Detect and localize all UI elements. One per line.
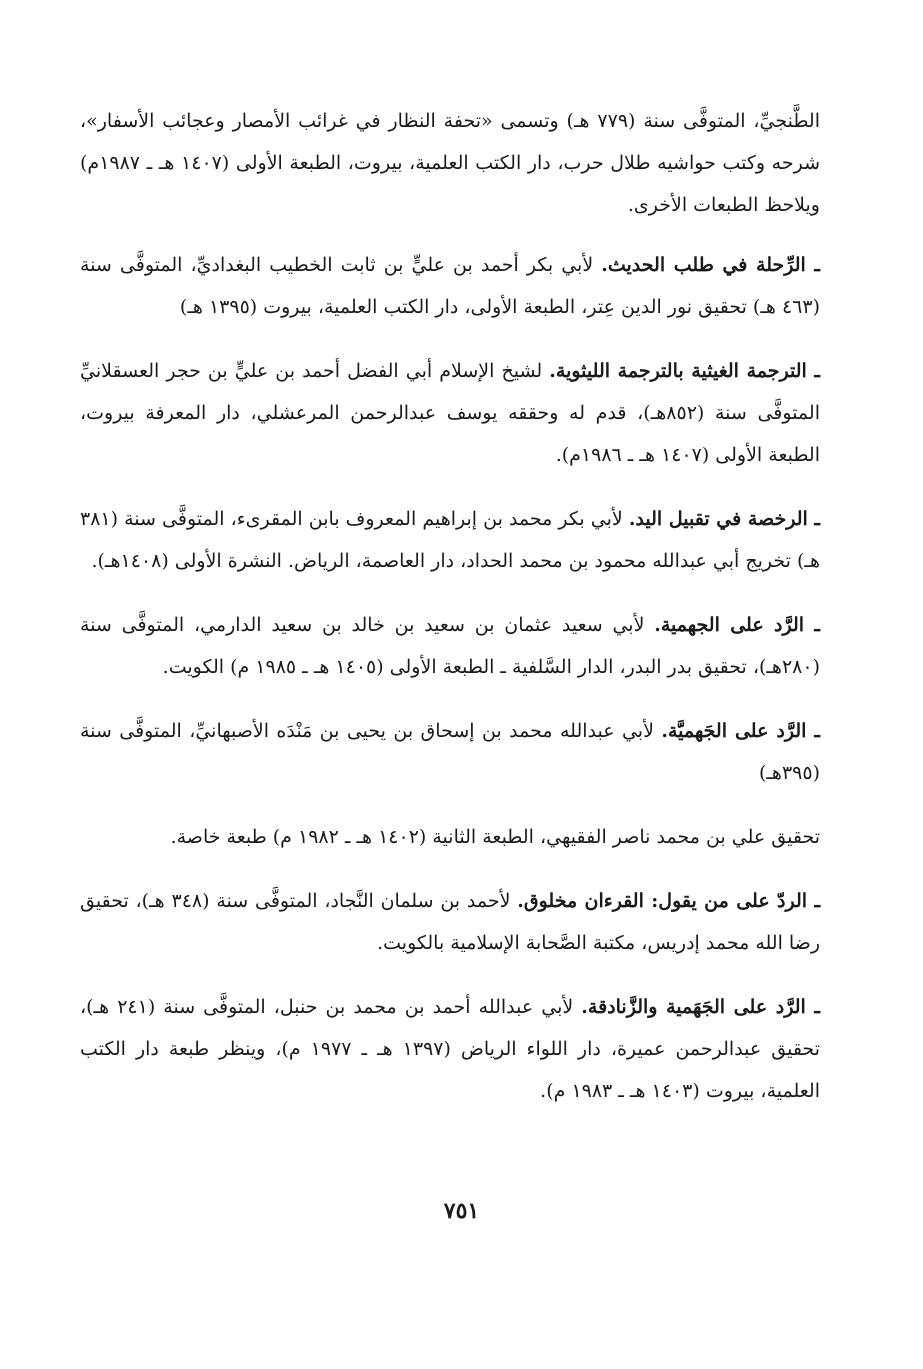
entry-text: الطَّنجيِّ، المتوفَّى سنة (٧٧٩ هـ) وتسمى «تحفة النظار في غرائب الأمصار وعجائب الأسفار»، شرحه وكتب حواشيه طلال حرب، دار الكتب العلمية، بيروت، الطبعة الأولى (١٤٠٧ هـ ـ ١٩٨٧م) ويلاحظ الطبعات الأخرى. [80, 110, 820, 216]
bibliography-entry [80, 880, 820, 964]
entry-text: لأبي بكر أحمد بن عليٍّ بن ثابت الخطيب البغداديِّ، المتوفَّى سنة (٤٦٣ هـ) تحقيق نور الدين عِتر، الطبعة الأولى، دار الكتب العلمية، بيروت (١٣٩٥ هـ) [80, 254, 820, 318]
bibliography-entry [80, 816, 820, 858]
entry-title: ـ الرَّد على الجَهَمية والزَّنادقة. [581, 996, 820, 1018]
bibliography-list [80, 100, 820, 1134]
entry-text: لشيخ الإسلام أبي الفضل أحمد بن عليٍّ بن حجر العسقلانيِّ المتوفَّى سنة (٨٥٢هـ)، قدم له وحققه يوسف عبدالرحمن المرعشلي، دار المعرفة بيروت، الطبعة الأولى (١٤٠٧ هـ ـ ١٩٨٦م). [80, 360, 820, 466]
entry-title: ـ الرِّحلة في طلب الحديث. [601, 254, 820, 276]
entry-text: لأحمد بن سلمان النَّجاد، المتوفَّى سنة (٣٤٨ هـ)، تحقيق رضا الله محمد إدريس، مكتبة الصَّحابة الإسلامية بالكويت. [80, 890, 820, 954]
bibliography-entry [80, 100, 820, 226]
bibliography-entry [80, 986, 820, 1112]
bibliography-entry [80, 498, 820, 582]
entry-title: ـ الرخصة في تقبيل اليد. [628, 508, 820, 530]
bibliography-entry [80, 604, 820, 688]
entry-text: لأبي عبدالله محمد بن إسحاق بن يحيى بن مَنْدَه الأصبهانيِّ، المتوفَّى سنة (٣٩٥هـ) [80, 720, 820, 784]
entry-text: لأبي عبدالله أحمد بن محمد بن حنبل، المتوفَّى سنة (٢٤١ هـ)، تحقيق عبدالرحمن عميرة، دار اللواء الرياض (١٣٩٧ هـ ـ ١٩٧٧ م)، وينظر طبعة دار الكتب العلمية، بيروت (١٤٠٣ هـ ـ ١٩٨٣ م). [80, 996, 820, 1102]
bibliography-entry [80, 710, 820, 794]
bibliography-entry [80, 350, 820, 476]
entry-text: لأبي سعيد عثمان بن سعيد بن خالد بن سعيد الدارمي، المتوفَّى سنة (٢٨٠هـ)، تحقيق بدر البدر، الدار السَّلفية ـ الطبعة الأولى (١٤٠٥ هـ ـ ١٩٨٥ م) الكويت. [80, 614, 820, 678]
entry-text: تحقيق علي بن محمد ناصر الفقيهي، الطبعة الثانية (١٤٠٢ هـ ـ ١٩٨٢ م) طبعة خاصة. [170, 826, 820, 848]
page-number: ٧٥١ [443, 1198, 480, 1224]
bibliography-entry [80, 244, 820, 328]
entry-title: ـ الرَّد على الجهمية. [654, 614, 820, 636]
entry-text: لأبي بكر محمد بن إبراهيم المعروف بابن المقرىء، المتوفَّى سنة (٣٨١ هـ) تخريج أبي عبدالله محمود بن محمد الحداد، دار العاصمة، الرياض. النشرة الأولى (١٤٠٨هـ). [80, 508, 820, 572]
entry-title: ـ الرَّد على الجَهميَّة. [661, 720, 820, 742]
entry-title: ـ الردّ على من يقول: القرءان مخلوق. [517, 890, 821, 912]
entry-title: ـ الترجمة الغيثية بالترجمة الليثوية. [549, 360, 820, 382]
